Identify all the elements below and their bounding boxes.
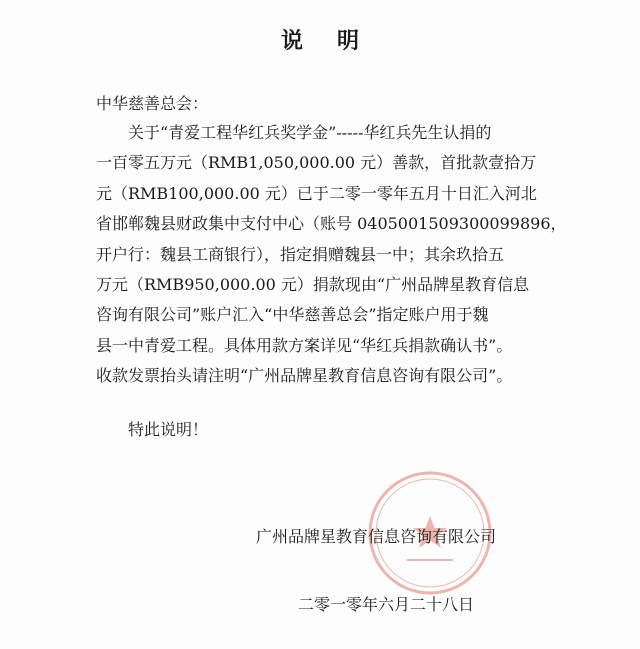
paragraph-line: 开户行：魏县工商银行），指定捐赠魏县一中；其余玖拾五 xyxy=(96,244,505,264)
paragraph-line: 省邯郸魏县财政集中支付中心（账号 0405001509300099896， xyxy=(96,214,567,234)
paragraph-line: 咨询有限公司”账户汇入“中华慈善总会”指定账户用于魏 xyxy=(96,305,489,325)
closing-text: 特此说明！ xyxy=(128,420,209,439)
page-title: 说明 xyxy=(280,28,393,54)
paragraph-line: 县一中青爱工程。具体用款方案详见“华红兵捐款确认书”。 xyxy=(96,335,513,355)
paragraph-line: 关于“青爱工程华红兵奖学金”-----华红兵先生认捐的 xyxy=(128,123,492,142)
paragraph-line: 元（RMB100,000.00 元）已于二零一零年五月十日汇入河北 xyxy=(96,183,537,203)
paragraph-line: 一百零五万元（RMB1,050,000.00 元）善款，首批款壹拾万 xyxy=(96,153,537,173)
signature-date: 二零一零年六月二十八日 xyxy=(298,595,475,614)
paragraph-line: 万元（RMB950,000.00 元）捐款现由“广州品牌星教育信息 xyxy=(96,274,530,294)
body-paragraph xyxy=(96,118,567,392)
salutation: 中华慈善总会： xyxy=(96,94,209,113)
paragraph-line: 收款发票抬头请注明“广州品牌星教育信息咨询有限公司”。 xyxy=(96,366,513,386)
signature-company: 广州品牌星教育信息咨询有限公司 xyxy=(256,527,497,546)
